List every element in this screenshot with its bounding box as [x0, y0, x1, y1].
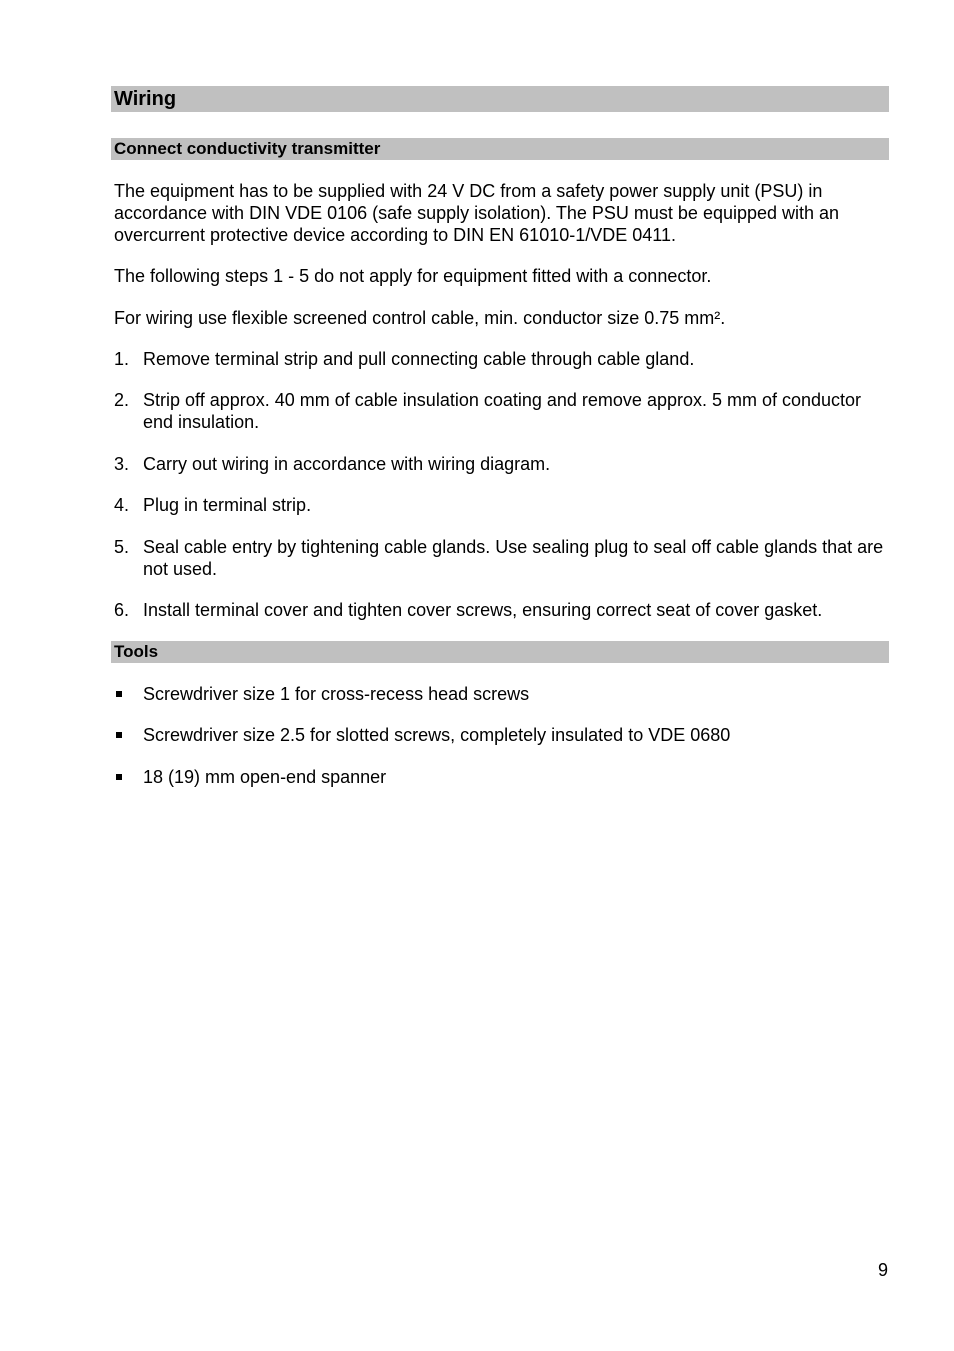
list-item-step — [111, 536, 889, 580]
page-number: 9 — [877, 1260, 888, 1280]
step-text: Strip off approx. 40 mm of cable insulation coating and remove approx. 5 mm of conductor end insulation. — [143, 390, 862, 432]
paragraph-connector-note: The following steps 1 - 5 do not apply for equipment fitted with a connector. — [114, 266, 712, 286]
section-heading-tools: Tools — [111, 641, 889, 663]
list-item-tool — [111, 766, 889, 788]
list-item-step — [111, 348, 889, 370]
list-item-step — [111, 389, 889, 433]
step-number: 3. — [114, 454, 130, 474]
list-item-step — [111, 599, 889, 621]
list-item-step — [111, 494, 889, 516]
tool-text: 18 (19) mm open-end spanner — [143, 767, 387, 787]
list-item-tool — [111, 683, 889, 705]
step-number: 6. — [114, 600, 130, 620]
step-text: Carry out wiring in accordance with wiring diagram. — [143, 454, 551, 474]
square-bullet-icon — [116, 774, 122, 780]
step-text: Install terminal cover and tighten cover screws, ensuring correct seat of cover gasket. — [143, 600, 823, 620]
step-number: 5. — [114, 537, 130, 557]
square-bullet-icon — [116, 732, 122, 738]
page-heading: Wiring — [111, 86, 889, 112]
step-number: 1. — [114, 349, 130, 369]
square-bullet-icon — [116, 691, 122, 697]
paragraph-power-supply: The equipment has to be supplied with 24 V DC from a safety power supply unit (PSU) in accordance with DIN VDE 0106 (safe supply isolation). The PSU must be equipped with an overcurrent protective device according to DIN EN 61010-1/VDE 0411. — [114, 181, 840, 245]
step-text: Seal cable entry by tightening cable glands. Use sealing plug to seal off cable glands that are not used. — [143, 537, 884, 579]
paragraph-cable-note: For wiring use flexible screened control cable, min. conductor size 0.75 mm². — [114, 308, 726, 328]
tool-text: Screwdriver size 2.5 for slotted screws, completely insulated to VDE 0680 — [143, 725, 731, 745]
section-heading-connect: Connect conductivity transmitter — [111, 138, 889, 160]
step-text: Plug in terminal strip. — [143, 495, 312, 515]
step-text: Remove terminal strip and pull connecting cable through cable gland. — [143, 349, 695, 369]
list-item-step — [111, 453, 889, 475]
tool-text: Screwdriver size 1 for cross-recess head screws — [143, 684, 530, 704]
step-number: 2. — [114, 390, 130, 410]
step-number: 4. — [114, 495, 130, 515]
list-item-tool — [111, 724, 889, 746]
page-content — [111, 86, 889, 788]
